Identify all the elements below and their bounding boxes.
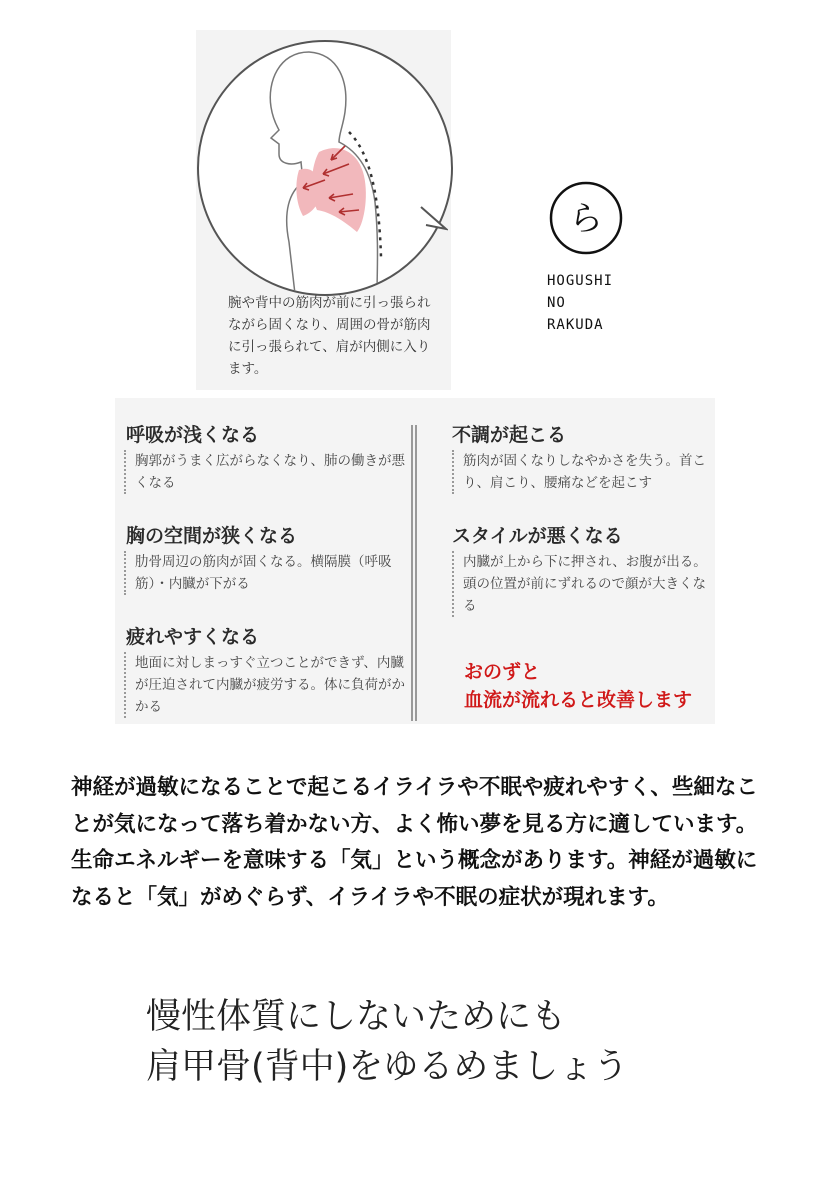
symptom-body-breathing: 胸郭がうまく広がらなくなり、肺の働きが悪くなる [124, 450, 405, 494]
improvement-callout [464, 658, 692, 714]
posture-illustration [197, 40, 453, 296]
body-figure-icon [199, 42, 451, 294]
symptom-title-breathing: 呼吸が浅くなる [126, 424, 260, 446]
symptom-body-chest: 肋骨周辺の筋肉が固くなる。横隔膜（呼吸筋）・内臓が下がる [124, 551, 405, 595]
illustration-caption: 腕や背中の筋肉が前に引っ張られながら固くなり、周囲の骨が筋肉に引っ張られて、肩が内側に入ります。 [228, 295, 431, 377]
brand-line-2: NO [547, 295, 566, 311]
logo-glyph: ら [569, 199, 603, 239]
brand-line-3: RAKUDA [547, 317, 604, 333]
headline-line-2: 肩甲骨(背中)をゆるめましょう [146, 1047, 629, 1087]
headline [146, 992, 786, 1092]
symptom-title-fatigue: 疲れやすくなる [126, 626, 260, 648]
speech-tail-icon [420, 205, 448, 231]
brand-name [547, 270, 637, 336]
brand-line-1: HOGUSHI [547, 273, 614, 289]
description-paragraph: 神経が過敏になることで起こるイライラや不眠や疲れやすく、些細なことが気になって落ち着かない方、よく怖い夢を見る方に適しています。生命エネルギーを意味する「気」という概念があります。神経が過敏になると「気」がめぐらず、イライラや不眠の症状が現れます。 [71, 775, 758, 910]
callout-line-1: おのずと [464, 661, 541, 683]
callout-line-2: 血流が流れると改善します [464, 689, 693, 711]
symptom-body-disorder: 筋肉が固くなりしなやかさを失う。首こり、肩こり、腰痛などを起こす [452, 450, 711, 494]
symptom-title-style: スタイルが悪くなる [452, 525, 623, 547]
symptom-title-chest: 胸の空間が狭くなる [126, 525, 298, 547]
symptom-body-fatigue: 地面に対しまっすぐ立つことができず、内臓が圧迫されて内臓が疲労する。体に負荷がかかる [124, 652, 405, 718]
symptom-body-style: 内臓が上から下に押され、お腹が出る。頭の位置が前にずれるので顔が大きくなる [452, 551, 711, 617]
symptom-title-disorder: 不調が起こる [452, 424, 567, 446]
hogushi-logo-icon [548, 180, 624, 256]
column-divider [411, 425, 417, 721]
headline-line-1: 慢性体質にしないためにも [146, 997, 567, 1037]
